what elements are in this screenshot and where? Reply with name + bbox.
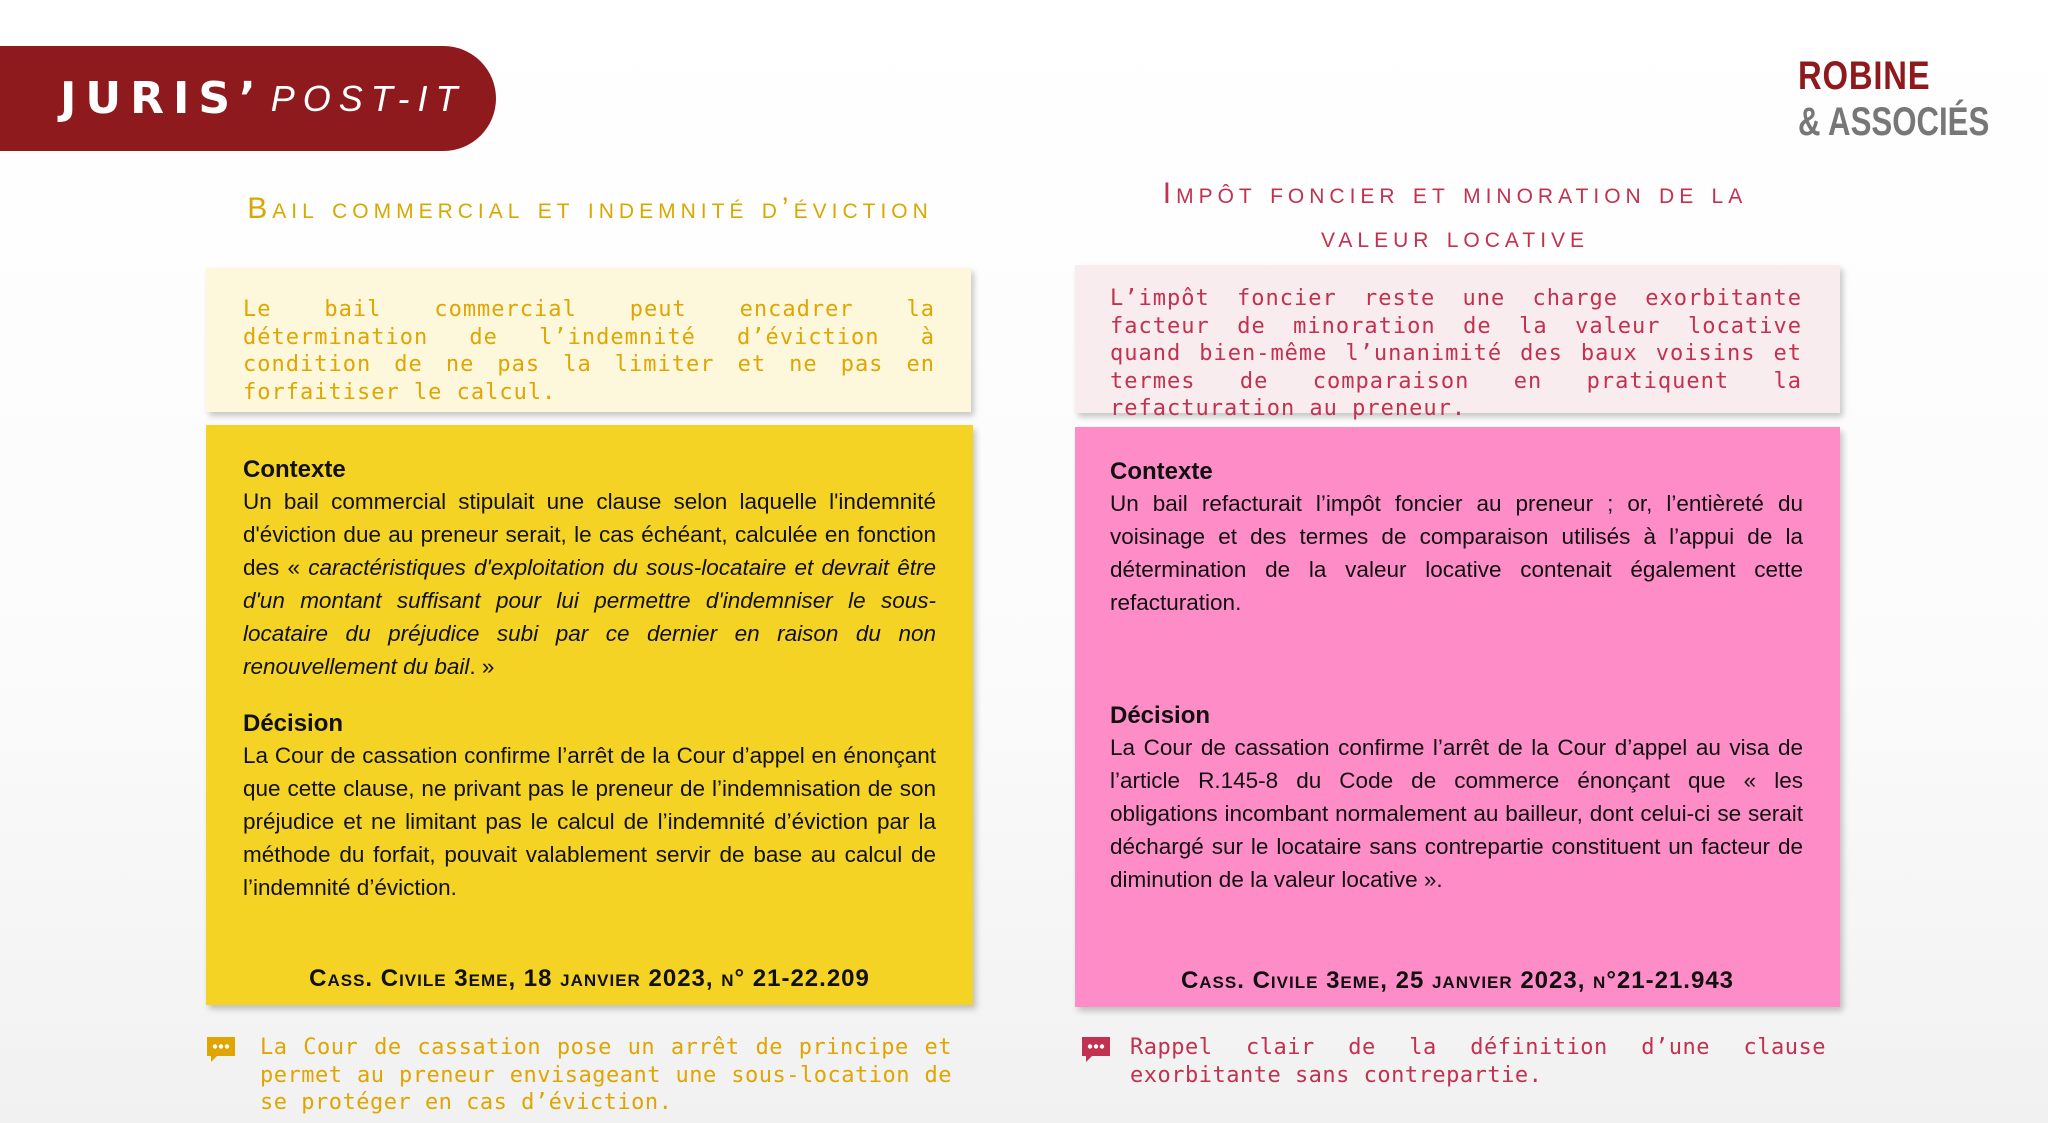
comment-icon: [1080, 1034, 1112, 1066]
left-reference: Cass. Civile 3eme, 18 janvier 2023, n° 21-22.209: [309, 965, 870, 992]
right-decision-heading: Décision: [1110, 702, 1211, 729]
left-context-text: Un bail commercial stipulait une clause selon laquelle l'indemnité d'éviction due au preneur serait, le cas échéant, calculée en fonction des « caractéristiques d'exploitation du sous-locataire et devrait être d'un montant suffisant pour lui permettre d'indemniser le sous-locataire du préjudice subi par ce dernier en raison du non renouvellement du bail. »: [243, 489, 936, 679]
left-title: Bail commercial et indemnité d’éviction: [247, 192, 933, 225]
right-reference: Cass. Civile 3eme, 25 janvier 2023, n°21-21.943: [1180, 967, 1735, 994]
right-note: Rappel clair de la définition d’une clause exorbitante sans contrepartie.: [1130, 1035, 1826, 1088]
brand-title: JURIS’: [60, 73, 265, 124]
left-context-heading: Contexte: [243, 456, 346, 483]
right-context-text: Un bail refacturait l’impôt foncier au preneur ; or, l’entièreté du voisinage et des termes de comparaison utilisés à l’appui de la détermination de la valeur locative contenait également cette refacturation.: [1110, 491, 1803, 615]
logo-line-1: ROBINE: [1798, 54, 1931, 98]
brand-banner: [0, 46, 496, 151]
right-decision-text: La Cour de cassation confirme l’arrêt de la Cour d’appel au visa de l’article R.145-8 du Code de commerce énonçant que « les obligations incombant normalement au bailleur, dont celui-ci se serait déchargé sur le locataire sans contrepartie constituent un facteur de diminution de la valeur locative ».: [1110, 735, 1803, 892]
left-decision-heading: Décision: [243, 710, 344, 737]
right-context-heading: Contexte: [1110, 458, 1213, 485]
right-title-line-1: Impôt foncier et minoration de la: [1162, 177, 1748, 210]
left-note: La Cour de cassation pose un arrêt de principe et permet au preneur envisageant une sous-location de se protéger en cas d’éviction.: [260, 1035, 952, 1115]
right-card: [1075, 427, 1840, 1007]
left-decision-text: La Cour de cassation confirme l’arrêt de la Cour d’appel en énonçant que cette clause, ne privant pas le preneur de l’indemnisation de son préjudice et ne limitant pas le calcul de l’indemnité d’éviction par la méthode du forfait, pouvait valablement servir de base au calcul de l’indemnité d’éviction.: [243, 743, 936, 900]
right-summary: L’impôt foncier reste une charge exorbitante facteur de minoration de la valeur locative quand bien-même l’unanimité des baux voisins et termes de comparaison en pratiquent la refacturation au preneur.: [1075, 265, 1840, 413]
brand-subtitle: POST-IT: [270, 77, 466, 119]
right-title-line-2: valeur locative: [1320, 221, 1590, 254]
left-card: [206, 425, 973, 1005]
left-summary: Le bail commercial peut encadrer la détermination de l’indemnité d’éviction à condition de ne pas la limiter et ne pas en forfaitiser le calcul.: [206, 268, 971, 412]
logo-line-2: & ASSOCIÉS: [1798, 100, 1990, 144]
company-logo: [1798, 56, 2043, 142]
right-title: [1070, 172, 1840, 260]
comment-icon: [205, 1034, 237, 1066]
